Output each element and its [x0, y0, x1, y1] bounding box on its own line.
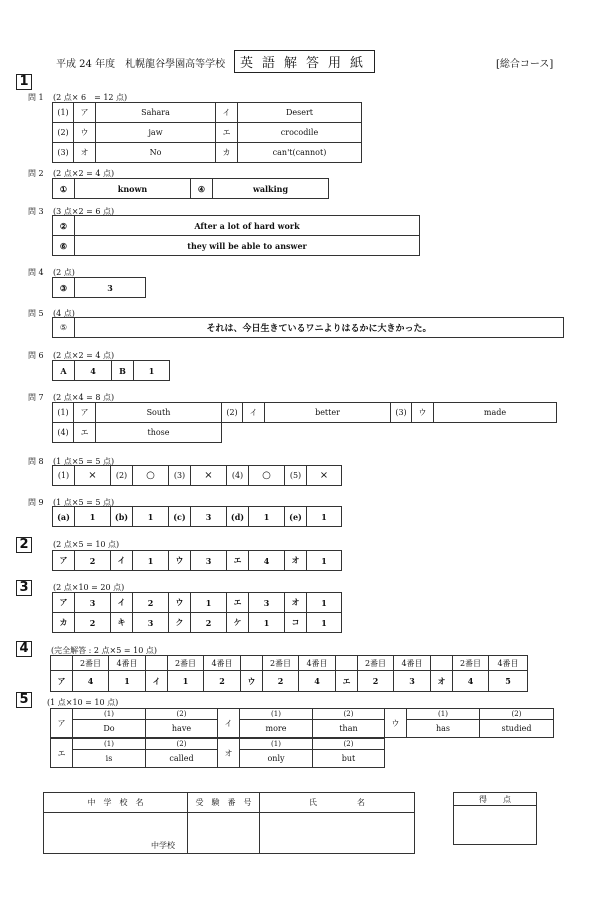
q9-points: (1 点×5 = 5 点): [53, 498, 115, 507]
answer-cell: Desert: [238, 103, 362, 123]
cell: (e): [285, 507, 307, 527]
q4-points: (2 点): [53, 268, 75, 277]
answer-cell: 1: [249, 613, 285, 633]
answer-cell: known: [75, 179, 191, 199]
s3-points: (2 点×10 = 20 点): [53, 583, 125, 592]
cell: (a): [53, 507, 75, 527]
answer-cell: walking: [213, 179, 329, 199]
cell: オ: [285, 593, 307, 613]
answer-cell: それは、今日生きているワニよりはるかに大きかった。: [75, 318, 564, 338]
header-cell: 4番目: [394, 656, 431, 671]
answer-cell: 1: [133, 551, 169, 571]
cell: (5): [285, 466, 307, 486]
cell: (3): [391, 403, 412, 423]
table-row: [53, 103, 362, 123]
answer-cell: 1: [168, 671, 204, 692]
answer-cell: 4: [73, 671, 109, 692]
cell: ア: [53, 551, 75, 571]
cell: エ: [227, 593, 249, 613]
school-name-field[interactable]: [44, 813, 188, 854]
table-row: [53, 278, 146, 298]
blank-cell: [431, 656, 453, 671]
cell: ②: [53, 216, 75, 236]
answer-cell: they will be able to answer: [75, 236, 420, 256]
s5-table-row2: [50, 738, 385, 768]
header-cell: 4番目: [204, 656, 241, 671]
cell: A: [53, 361, 75, 381]
section-2-number: 2: [16, 537, 32, 553]
cell: ケ: [227, 613, 249, 633]
q5-table: [52, 317, 564, 338]
q6-points: (2 点×2 = 4 点): [53, 351, 115, 360]
header-cell: (2): [480, 709, 554, 720]
answer-cell: 1: [109, 671, 146, 692]
answer-cell: 3: [75, 278, 146, 298]
cell: オ: [431, 671, 453, 692]
blank-cell: [146, 656, 168, 671]
cell: オ: [218, 739, 240, 768]
q5-points: (4 点): [53, 309, 75, 318]
answer-cell: 3: [191, 551, 227, 571]
cell: エ: [227, 551, 249, 571]
q1-table: [52, 102, 362, 163]
answer-cell: ○: [249, 466, 285, 486]
cell: (4): [227, 466, 249, 486]
cell: ウ: [412, 403, 434, 423]
table-header-row: [51, 656, 528, 671]
answer-cell: 2: [75, 551, 111, 571]
school-heading: 平成 24 年度 札幌龍谷學園高等学校: [56, 59, 226, 70]
cell: カ: [216, 143, 238, 163]
cell: ウ: [241, 671, 263, 692]
answer-cell: is: [73, 750, 146, 768]
cell: (2): [111, 466, 133, 486]
sheet-title: 英語解答用紙: [234, 50, 375, 73]
answer-cell: Sahara: [96, 103, 216, 123]
s2-points: (2 点×5 = 10 点): [53, 540, 120, 549]
answer-cell: 4: [249, 551, 285, 571]
answer-cell: Do: [73, 720, 146, 738]
header-cell: (1): [73, 739, 146, 750]
header-cell: 4番目: [299, 656, 336, 671]
cell: ア: [74, 403, 96, 423]
answer-cell: 1: [133, 507, 169, 527]
answer-cell: 1: [307, 507, 342, 527]
q7-points: (2 点×4 = 8 点): [53, 393, 115, 402]
answer-cell: called: [146, 750, 218, 768]
q5-label: 問 5: [28, 309, 44, 318]
header-cell: (2): [313, 739, 385, 750]
answer-cell: 4: [453, 671, 489, 692]
q9-label: 問 9: [28, 498, 44, 507]
cell: ④: [191, 179, 213, 199]
cell: (2): [222, 403, 243, 423]
blank-cell: [51, 656, 73, 671]
answer-cell: 3: [75, 593, 111, 613]
table-row: [53, 318, 564, 338]
table-row: [53, 361, 170, 381]
answer-cell: 4: [299, 671, 336, 692]
q8-points: (1 点×5 = 5 点): [53, 457, 115, 466]
header-cell: 2番目: [358, 656, 394, 671]
answer-cell: those: [96, 423, 222, 443]
table-row: [53, 403, 557, 423]
cell: カ: [53, 613, 75, 633]
table-header-row: [44, 793, 415, 813]
cell: エ: [216, 123, 238, 143]
q7-table-row2: [52, 422, 222, 443]
q4-table: [52, 277, 146, 298]
s5-points: (1 点×10 = 10 点): [47, 698, 119, 707]
cell: イ: [146, 671, 168, 692]
cell: キ: [111, 613, 133, 633]
cell: (3): [169, 466, 191, 486]
blank-cell: [241, 656, 263, 671]
answer-cell: than: [313, 720, 385, 738]
s2-table: [52, 550, 342, 571]
header-cell: (2): [146, 739, 218, 750]
answer-cell: crocodile: [238, 123, 362, 143]
answer-cell: ×: [191, 466, 227, 486]
answer-cell: 4: [75, 361, 112, 381]
cell: (c): [169, 507, 191, 527]
cell: イ: [243, 403, 265, 423]
answer-cell: 5: [489, 671, 528, 692]
cell: ⑥: [53, 236, 75, 256]
answer-cell: ×: [75, 466, 111, 486]
answer-cell: 3: [191, 507, 227, 527]
q4-label: 問 4: [28, 268, 44, 277]
cell: ク: [169, 613, 191, 633]
table-row: [53, 551, 342, 571]
answer-cell: 2: [75, 613, 111, 633]
table-row: [51, 671, 528, 692]
answer-cell: ○: [133, 466, 169, 486]
cell: (b): [111, 507, 133, 527]
cell: イ: [218, 709, 240, 738]
cell: ウ: [74, 123, 96, 143]
cell: ①: [53, 179, 75, 199]
score-field[interactable]: [454, 806, 537, 845]
answer-cell: After a lot of hard work: [75, 216, 420, 236]
cell: (3): [53, 143, 74, 163]
cell: ア: [51, 671, 73, 692]
answer-cell: jaw: [96, 123, 216, 143]
table-row: [53, 216, 420, 236]
exam-number-header: 受 験 番 号: [188, 793, 260, 813]
s3-table: [52, 592, 342, 633]
cell: イ: [216, 103, 238, 123]
cell: エ: [336, 671, 358, 692]
cell: ア: [74, 103, 96, 123]
q9-table: [52, 506, 342, 527]
table-row: [53, 466, 342, 486]
answer-cell: 3: [249, 593, 285, 613]
answer-cell: 2: [204, 671, 241, 692]
answer-cell: only: [240, 750, 313, 768]
cell: エ: [74, 423, 96, 443]
table-header-row: [454, 793, 537, 806]
section-5-number: 5: [16, 692, 32, 708]
cell: ウ: [385, 709, 407, 738]
answer-cell: 1: [249, 507, 285, 527]
answer-cell: can't(cannot): [238, 143, 362, 163]
table-row: [53, 613, 342, 633]
course-label: [総合コース]: [496, 59, 554, 70]
answer-cell: more: [240, 720, 313, 738]
answer-cell: 1: [191, 593, 227, 613]
cell: イ: [111, 593, 133, 613]
s4-table: [50, 655, 528, 692]
answer-cell: have: [146, 720, 218, 738]
q8-label: 問 8: [28, 457, 44, 466]
answer-cell: 2: [263, 671, 299, 692]
section-4-number: 4: [16, 641, 32, 657]
header-cell: (1): [73, 709, 146, 720]
cell: エ: [51, 739, 73, 768]
cell: ③: [53, 278, 75, 298]
header-cell: (1): [240, 739, 313, 750]
q1-points: (2 点× 6 = 12 点): [53, 93, 128, 102]
blank-cell: [336, 656, 358, 671]
answer-cell: 2: [358, 671, 394, 692]
table-row: [53, 143, 362, 163]
answer-cell: studied: [480, 720, 554, 738]
s4-points: (完全解答 : 2 点×5 = 10 点): [51, 646, 157, 655]
cell: (1): [53, 403, 74, 423]
cell: オ: [74, 143, 96, 163]
table-row: [454, 806, 537, 845]
cell: (2): [53, 123, 74, 143]
table-header-row: [51, 709, 554, 720]
table-row: [53, 507, 342, 527]
header-cell: (2): [146, 709, 218, 720]
s5-table-row1: [50, 708, 554, 738]
cell: ア: [53, 593, 75, 613]
answer-cell: better: [265, 403, 391, 423]
answer-cell: 2: [191, 613, 227, 633]
table-row: [44, 813, 415, 854]
q2-points: (2 点×2 = 4 点): [53, 169, 115, 178]
answer-cell: but: [313, 750, 385, 768]
name-header: 氏 名: [260, 793, 415, 813]
header-cell: 2番目: [73, 656, 109, 671]
header-cell: (1): [240, 709, 313, 720]
cell: オ: [285, 551, 307, 571]
section-1-number: 1: [16, 74, 32, 90]
q3-table: [52, 215, 420, 256]
q6-label: 問 6: [28, 351, 44, 360]
header-cell: 2番目: [263, 656, 299, 671]
table-header-row: [51, 739, 385, 750]
q2-table: [52, 178, 329, 199]
q8-table: [52, 465, 342, 486]
cell: (d): [227, 507, 249, 527]
q2-label: 問 2: [28, 169, 44, 178]
answer-cell: 3: [394, 671, 431, 692]
q7-label: 問 7: [28, 393, 44, 402]
q1-label: 問 1: [28, 93, 44, 102]
score-header: 得 点: [454, 793, 537, 806]
table-row: [53, 179, 329, 199]
q6-table: [52, 360, 170, 381]
cell: B: [112, 361, 134, 381]
answer-cell: 1: [307, 613, 342, 633]
answer-cell: 1: [75, 507, 111, 527]
header-cell: 4番目: [109, 656, 146, 671]
answer-cell: 2: [133, 593, 169, 613]
q3-points: (3 点×2 = 6 点): [53, 207, 115, 216]
cell: ウ: [169, 551, 191, 571]
exam-number-field[interactable]: [188, 813, 260, 854]
answer-cell: made: [434, 403, 557, 423]
header-cell: (2): [313, 709, 385, 720]
name-field[interactable]: [260, 813, 415, 854]
answer-cell: 1: [307, 593, 342, 613]
table-row: [53, 123, 362, 143]
header-cell: 2番目: [168, 656, 204, 671]
section-3-number: 3: [16, 580, 32, 596]
school-name-header: 中 学 校 名: [44, 793, 188, 813]
answer-cell: has: [407, 720, 480, 738]
answer-cell: 1: [307, 551, 342, 571]
cell: ア: [51, 709, 73, 738]
school-suffix: 中学校: [151, 841, 175, 850]
q3-label: 問 3: [28, 207, 44, 216]
cell: ⑤: [53, 318, 75, 338]
answer-cell: 3: [133, 613, 169, 633]
cell: コ: [285, 613, 307, 633]
score-table: [453, 792, 537, 845]
cell: (1): [53, 103, 74, 123]
header-cell: (1): [407, 709, 480, 720]
cell: (1): [53, 466, 75, 486]
applicant-info-table: [43, 792, 415, 854]
table-row: [51, 720, 554, 738]
cell: ウ: [169, 593, 191, 613]
answer-cell: No: [96, 143, 216, 163]
cell: (4): [53, 423, 74, 443]
header-cell: 2番目: [453, 656, 489, 671]
cell: イ: [111, 551, 133, 571]
q7-table-row1: [52, 402, 557, 423]
table-row: [53, 236, 420, 256]
answer-cell: 1: [134, 361, 170, 381]
answer-cell: ×: [307, 466, 342, 486]
table-row: [53, 423, 222, 443]
table-row: [53, 593, 342, 613]
header-cell: 4番目: [489, 656, 528, 671]
answer-cell: South: [96, 403, 222, 423]
